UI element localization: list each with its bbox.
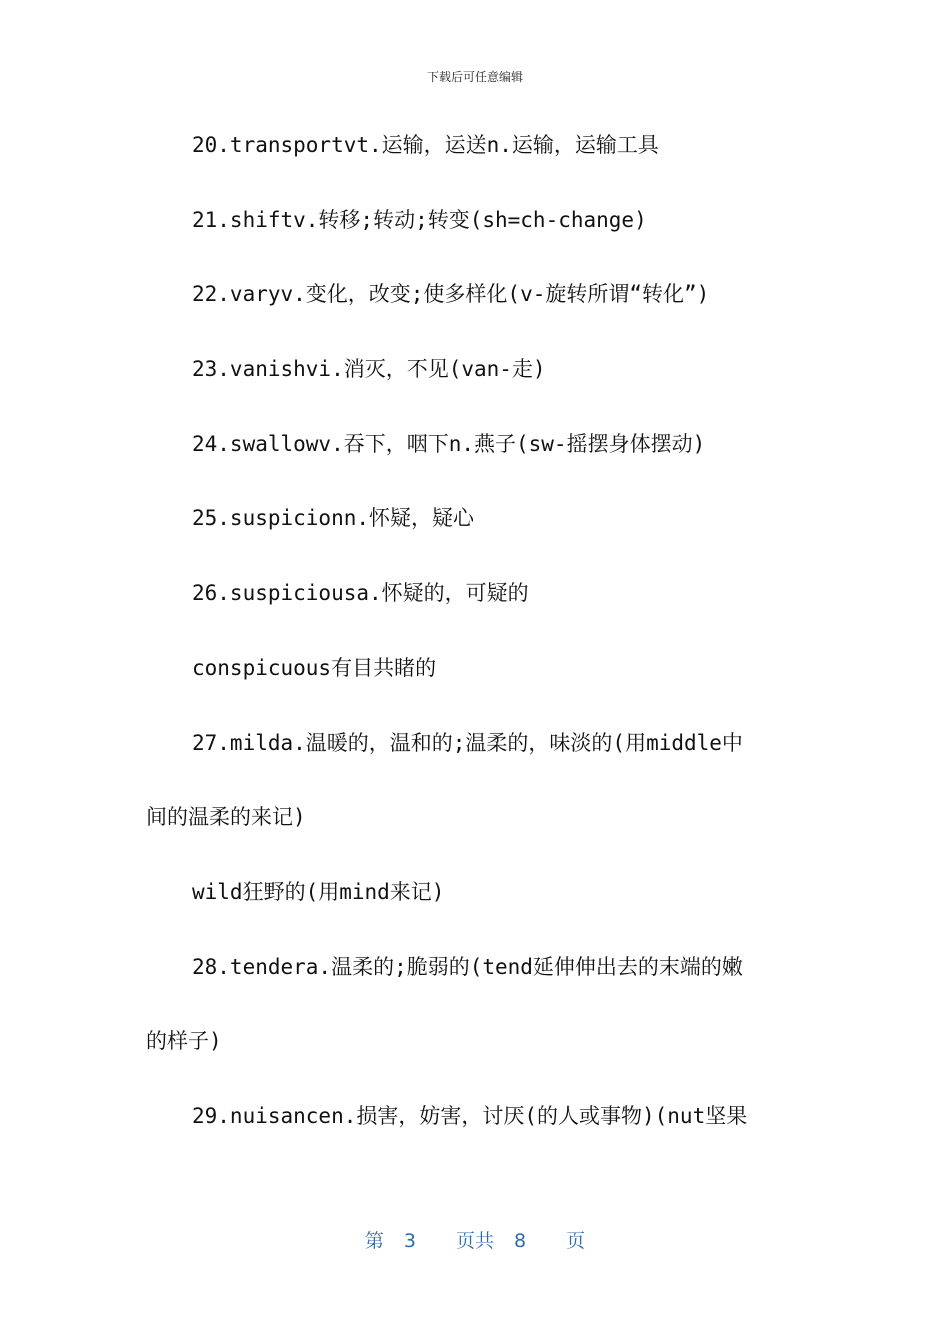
page-footer [0,1226,950,1253]
vocab-line-conspicuous: conspicuous有目共睹的 [192,655,437,680]
vocab-line-27-continued: 间的温柔的来记) [146,805,306,830]
footer-total-pages: 8 [514,1230,527,1252]
footer-prefix: 第 [364,1230,384,1252]
vocab-line-28: 28.tendera.温柔的;脆弱的(tend延伸伸出去的末端的嫩 [192,954,743,979]
footer-suffix: 页 [566,1230,586,1252]
vocab-line-25: 25.suspicionn.怀疑，疑心 [192,506,475,531]
vocab-line-28-continued: 的样子) [146,1029,222,1054]
vocab-line-20: 20.transportvt.运输，运送n.运输，运输工具 [192,133,659,157]
vocab-line-22: 22.varyv.变化，改变;使多样化(v-旋转所谓“转化”) [192,282,710,307]
vocab-line-27: 27.milda.温暖的，温和的;温柔的，味淡的(用middle中 [192,730,743,755]
vocab-line-21: 21.shiftv.转移;转动;转变(sh=ch-change) [192,207,647,232]
vocab-line-23: 23.vanishvi.消灭，不见(van-走) [192,357,546,382]
footer-current-page: 3 [403,1230,416,1252]
vocab-line-24: 24.swallowv.吞下，咽下n.燕子(sw-摇摆身体摆动) [192,431,706,456]
footer-middle: 页共 [455,1230,494,1252]
vocab-line-26: 26.suspiciousa.怀疑的，可疑的 [192,581,529,606]
vocab-line-wild: wild狂野的(用mind来记) [192,879,445,904]
document-body [146,125,806,1171]
page-header: 下载后可任意编辑 [426,70,523,84]
vocab-line-29: 29.nuisancen.损害，妨害，讨厌(的人或事物)(nut坚果 [192,1103,748,1128]
